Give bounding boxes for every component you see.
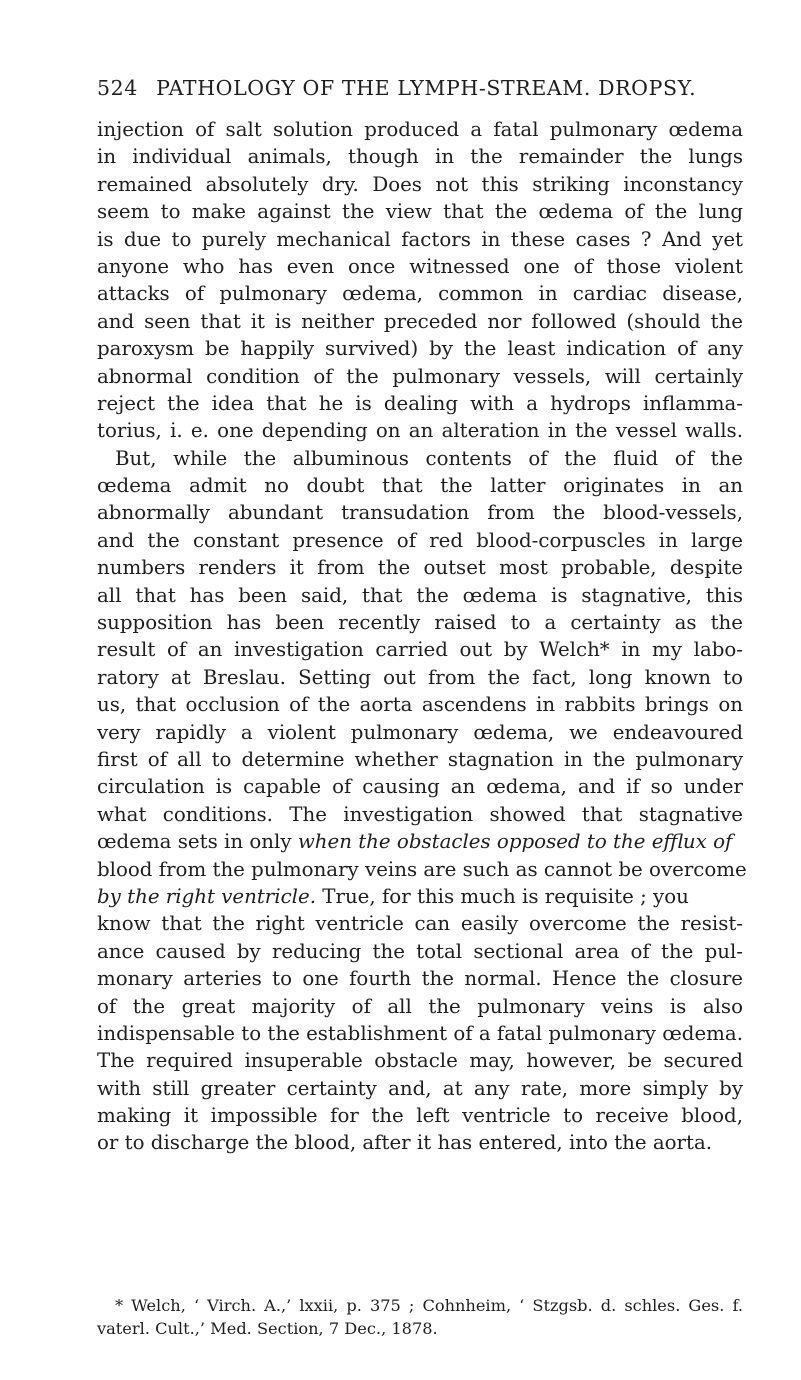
text-line: all that has been said, that the œdema is stagnative, this <box>97 583 743 607</box>
text-line: us, that occlusion of the aorta ascendens in rabbits brings on <box>97 693 743 717</box>
text-line: of the great majority of all the pulmonary veins is also <box>97 994 743 1018</box>
italic-emphasis: blood from the pulmonary veins are such as cannot be overcome <box>97 857 747 881</box>
text-line: monary arteries to one fourth the normal. Hence the closure <box>97 967 743 991</box>
text-line: what conditions. The investigation showed that stagnative <box>97 802 743 826</box>
footnote <box>97 1294 743 1340</box>
text-line: paroxysm be happily survived) by the least indication of any <box>97 337 743 361</box>
running-title: PATHOLOGY OF THE LYMPH-STREAM. DROPSY. <box>156 76 697 100</box>
italic-emphasis: by the right ventricle. <box>97 884 316 908</box>
text-line: and seen that it is neither preceded nor followed (should the <box>97 309 743 333</box>
text-line: supposition has been recently raised to a certainty as the <box>97 611 743 635</box>
italic-emphasis: when the obstacles opposed to the efflux of <box>297 830 733 854</box>
text-line: first of all to determine whether stagnation in the pulmonary <box>97 747 743 771</box>
text-line: seem to make against the view that the œdema of the lung <box>97 200 743 224</box>
text-line: œdema admit no doubt that the latter originates in an <box>97 474 743 498</box>
text-line: abnormal condition of the pulmonary vessels, will certainly <box>97 364 743 388</box>
text-line: reject the idea that he is dealing with a hydrops inflamma- <box>97 391 743 415</box>
text-line: ratory at Breslau. Setting out from the fact, long known to <box>97 665 743 689</box>
text-line: in individual animals, though in the remainder the lungs <box>97 145 743 169</box>
text-line: But, while the albuminous contents of the fluid of the <box>115 446 743 470</box>
text-line: The required insuperable obstacle may, however, be secured <box>97 1049 743 1073</box>
text-line: numbers renders it from the outset most probable, despite <box>97 556 743 580</box>
text-line: injection of salt solution produced a fatal pulmonary œdema <box>97 118 743 141</box>
text-line: result of an investigation carried out by Welch* in my labo- <box>97 638 743 662</box>
text-line: know that the right ventricle can easily overcome the resist- <box>97 912 743 936</box>
text-line: torius, i. e. one depending on an alteration in the vessel walls. <box>97 419 743 443</box>
text-line: anyone who has even once witnessed one of those violent <box>97 254 743 278</box>
text-line: or to discharge the blood, after it has entered, into the aorta. <box>97 1131 713 1155</box>
footnote-line: * Welch, ‘ Virch. A.,’ lxxii, p. 375 ; Cohnheim, ‘ Stzgsb. d. schles. Ges. f. <box>115 1296 743 1315</box>
text-line: remained absolutely dry. Does not this striking inconstancy <box>97 172 743 196</box>
text-line: making it impossible for the left ventricle to receive blood, <box>97 1104 743 1128</box>
footnote-line: vaterl. Cult.,’ Med. Section, 7 Dec., 1878. <box>97 1319 438 1338</box>
text-line: with still greater certainty and, at any rate, more simply by <box>97 1076 743 1100</box>
text-line: abnormally abundant transudation from the blood-vessels, <box>97 501 743 525</box>
page-number: 524 <box>97 76 138 100</box>
text-run: œdema sets in only <box>97 830 292 854</box>
text-line: attacks of pulmonary œdema, common in cardiac disease, <box>97 282 743 306</box>
body-text <box>97 116 747 1157</box>
text-run: True, for this much is requisite ; you <box>322 884 689 908</box>
text-line: circulation is capable of causing an œdema, and if so under <box>97 775 743 799</box>
text-line-mixed <box>97 828 743 855</box>
text-line-mixed <box>97 883 743 910</box>
text-line: ance caused by reducing the total sectional area of the pul- <box>97 939 743 963</box>
running-header <box>97 76 747 102</box>
text-line: very rapidly a violent pulmonary œdema, we endeavoured <box>97 720 743 744</box>
text-line: and the constant presence of red blood-corpuscles in large <box>97 528 743 552</box>
text-line: is due to purely mechanical factors in these cases ? And yet <box>97 227 743 251</box>
text-line: indispensable to the establishment of a fatal pulmonary œdema. <box>97 1021 744 1045</box>
